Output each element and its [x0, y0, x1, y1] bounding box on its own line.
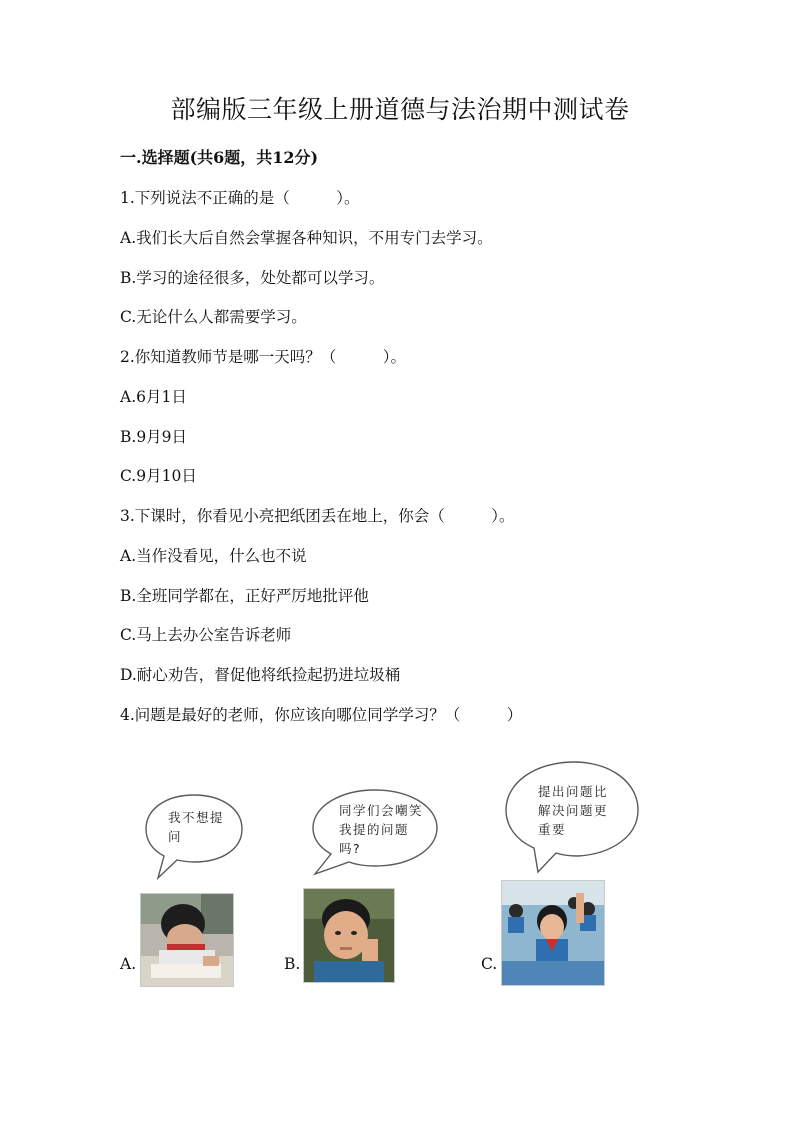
question-2-option-c: C.9月10日	[120, 467, 197, 485]
question-1: 1.下列说法不正确的是（ ）。	[120, 189, 360, 207]
question-3-option-c: C.马上去办公室告诉老师	[120, 626, 292, 644]
speech-bubble-a	[142, 792, 246, 882]
photo-b	[303, 888, 395, 983]
option-label-c: C.	[481, 955, 498, 973]
photo-c	[501, 880, 605, 986]
page-title: 部编版三年级上册道德与法治期中测试卷	[170, 95, 630, 124]
speech-bubble-b	[305, 786, 441, 878]
speech-bubble-c	[500, 758, 642, 876]
question-2-option-a: A.6月1日	[120, 388, 187, 406]
question-2: 2.你知道教师节是哪一天吗？（ ）。	[120, 348, 407, 366]
question-4: 4.问题是最好的老师，你应该向哪位同学学习？（ ）	[120, 706, 523, 724]
option-label-b: B.	[284, 955, 301, 973]
option-label-a: A.	[120, 955, 137, 973]
question-3-option-a: A.当作没看见，什么也不说	[120, 547, 307, 565]
question-3-option-d: D.耐心劝告，督促他将纸捡起扔进垃圾桶	[120, 666, 401, 684]
question-1-option-b: B.学习的途径很多，处处都可以学习。	[120, 269, 385, 287]
speech-bubble-a-text: 我不想提 问	[168, 810, 225, 844]
section-heading: 一.选择题(共6题，共12分)	[120, 148, 319, 167]
question-3: 3.下课时，你看见小亮把纸团丢在地上，你会（ ）。	[120, 507, 515, 525]
question-1-option-c: C.无论什么人都需要学习。	[120, 308, 307, 326]
speech-bubble-c-text: 提出问题比 解决问题更 重要	[538, 784, 609, 837]
question-2-option-b: B.9月9日	[120, 428, 188, 446]
speech-bubble-b-text: 同学们会嘲笑 我提的问题 吗?	[339, 803, 424, 856]
question-1-option-a: A.我们长大后自然会掌握各种知识，不用专门去学习。	[120, 229, 493, 247]
question-3-option-b: B.全班同学都在，正好严厉地批评他	[120, 587, 369, 605]
photo-a	[140, 893, 234, 987]
